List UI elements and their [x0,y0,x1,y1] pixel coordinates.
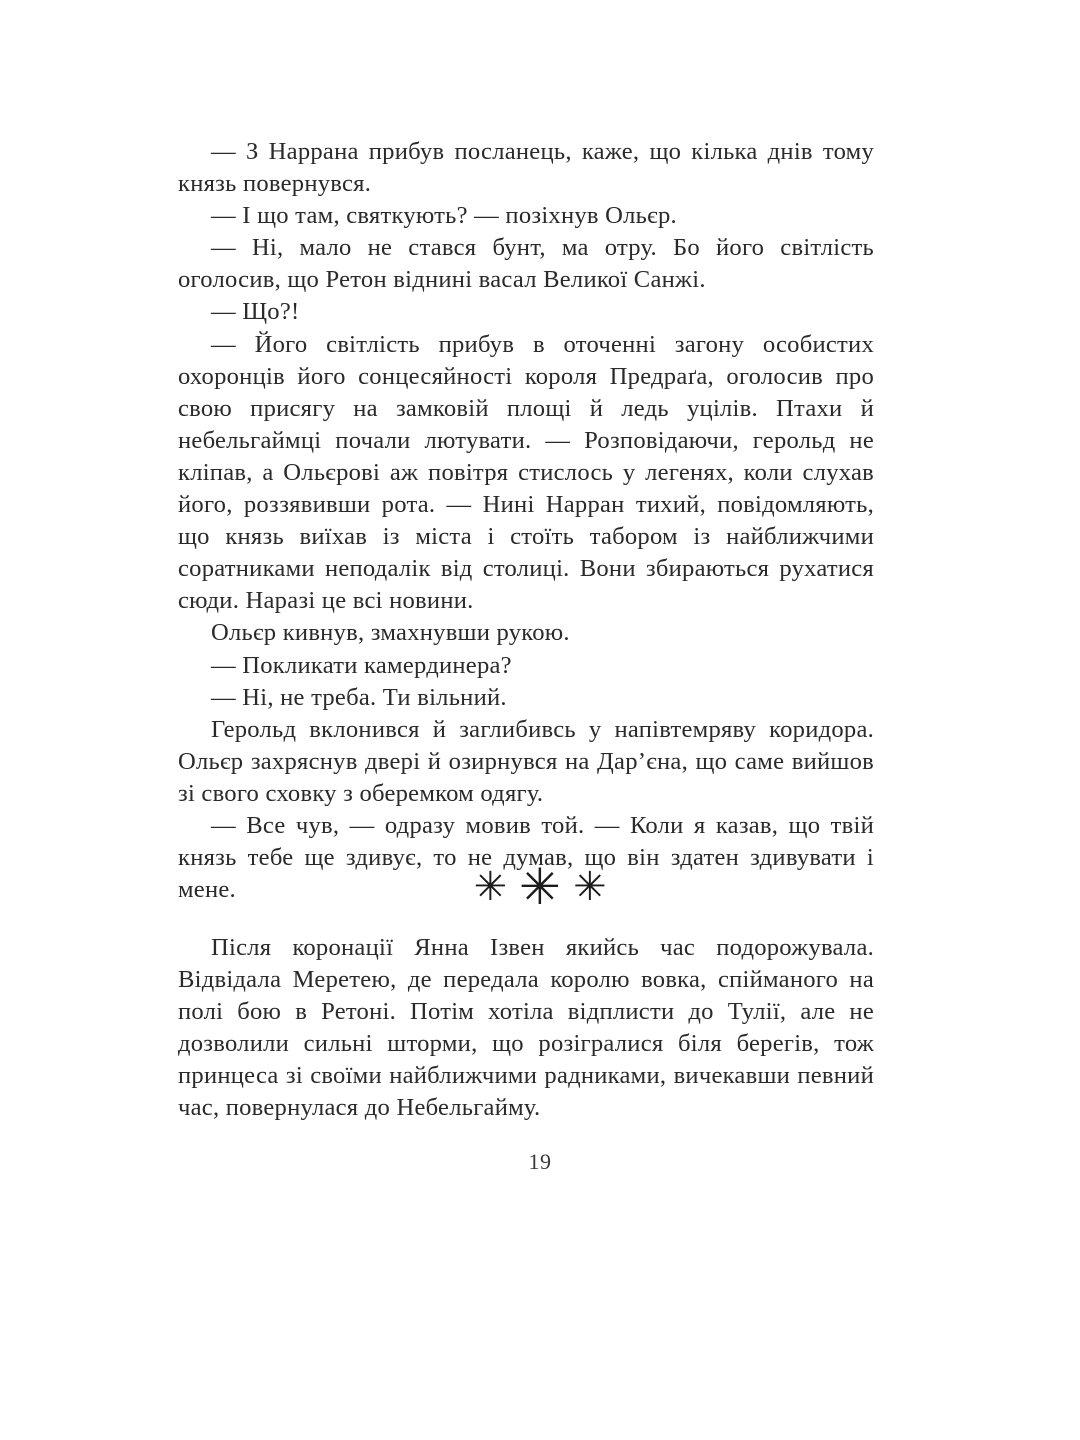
paragraph: — Його світлість прибув в оточенні загону особистих охоронців його сонцесяйності короля Предраґа, оголосив про свою присягу на замковій площі й ледь уцілів. Птахи й небельгаймці почали лютувати. — Розповідаючи, герольд не кліпав, а Ольєрові аж повітря стислось у легенях, коли слухав його, роззявивши рота. — Нині Нарран тихий, повідомляють, що князь виїхав із міста і стоїть табором із найближчими соратниками неподалік від столиці. Вони збираються рухатися сюди. Наразі це всі новини. [178,330,874,615]
section-break-ornament [0,858,1080,916]
eight-pointed-star-icon: ✳ [473,864,508,910]
lower-text-block [178,932,874,1125]
paragraph: — З Наррана прибув посланець, каже, що кілька днів тому князь повернувся. [178,138,874,198]
page-number: 19 [528,1149,552,1174]
eight-pointed-star-icon: ✳ [572,864,607,910]
paragraph: — Ні, мало не стався бунт, ма отру. Бо його світлість оголосив, що Ретон віднині васал Великої Санжі. [178,234,874,294]
paragraph: Герольд вклонився й заглибивсь у напівтемряву коридора. Ольєр захряснув двері й озирнувся на Дар’єна, що саме вийшов зі свого сховку з оберемком одягу. [178,715,874,807]
paragraph: — І що там, святкують? — позіхнув Ольєр. [211,202,677,230]
paragraph: — Покликати камердинера? [211,651,512,679]
paragraph: Після коронації Янна Ізвен якийсь час подорожувала. Відвідала Меретею, де передала королю вовка, спійманого на полі бою в Ретоні. Потім хотіла відплисти до Тулії, але не дозволили сильні шторми, що розігралися біля берегів, тож принцеса зі своїми найближчими радниками, вичекавши певний час, повернулася до Небельгайму. [178,934,874,1122]
eight-pointed-star-icon: ✳ [519,858,561,916]
upper-text-block [178,136,874,910]
paragraph: — Що?! [211,298,300,326]
paragraph: Ольєр кивнув, змахнувши рукою. [211,619,570,647]
paragraph: — Все чув, — одразу мовив той. — Коли я казав, що твій князь тебе ще здивує, то не думав, що він здатен здивувати і мене. [178,811,874,904]
paragraph: — Ні, не треба. Ти вільний. [211,683,507,711]
